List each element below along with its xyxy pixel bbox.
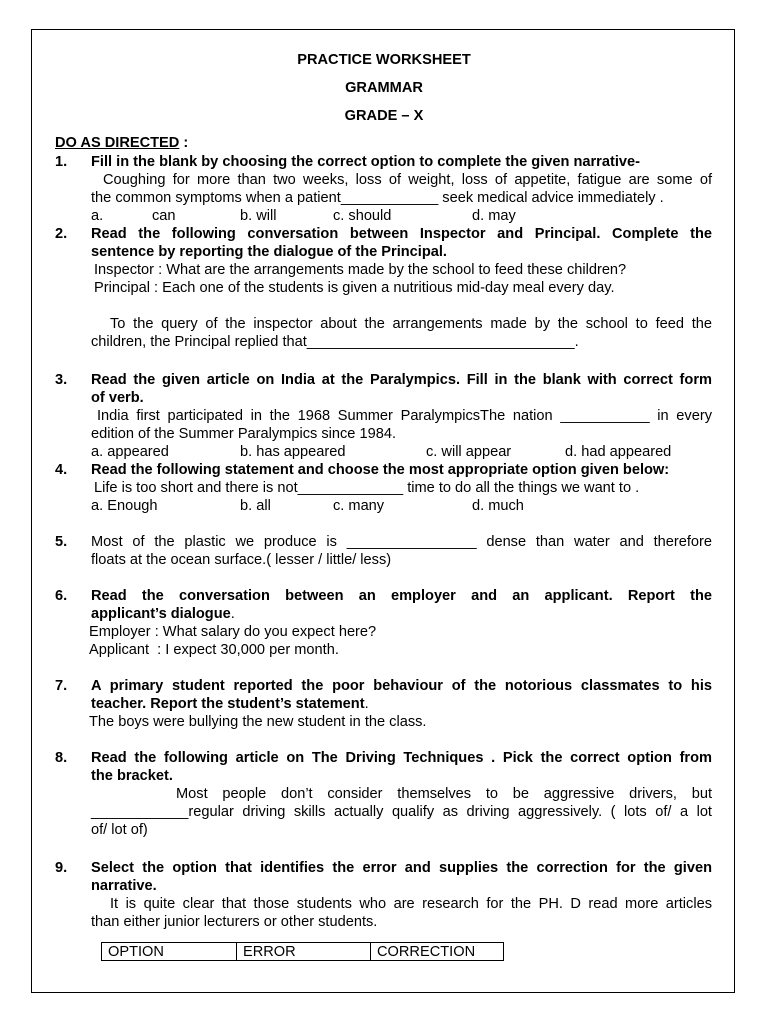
q4-option-c: c. many — [333, 498, 385, 514]
worksheet-title: PRACTICE WORKSHEET — [297, 52, 471, 68]
q3-prompt-line1: Read the given article on India at the Paralympics. Fill in the blank with correct form — [91, 372, 712, 388]
q8-number: 8. — [55, 750, 68, 766]
q1-option-c: c. should — [333, 208, 392, 224]
q7-prompt-line2-period: . — [364, 696, 369, 712]
q9-text-line2: than either junior lecturers or other students. — [91, 914, 378, 930]
q1-number: 1. — [55, 154, 68, 170]
q3-text-line1: India first participated in the 1968 Summer ParalympicsThe nation ___________ in every — [97, 408, 712, 424]
q1-text-line2: the common symptoms when a patient____________ seek medical advice immediately . — [91, 190, 664, 206]
q6-prompt-line2 — [91, 605, 235, 623]
answer-table-header-option: OPTION — [102, 943, 237, 961]
answer-table-header-correction: CORRECTION — [371, 943, 504, 961]
q3-option-a: a. appeared — [91, 444, 169, 460]
answer-table — [101, 942, 504, 961]
q3-option-b: b. has appeared — [240, 444, 346, 460]
q8-text-line3: of/ lot of) — [91, 822, 148, 838]
q6-number: 6. — [55, 588, 68, 604]
q6-applicant-line: Applicant : I expect 30,000 per month. — [89, 642, 339, 658]
q2-inspector-line: Inspector : What are the arrangements made by the school to feed these children? — [94, 262, 627, 278]
q1-prompt: Fill in the blank by choosing the correct option to complete the given narrative- — [91, 154, 640, 170]
q3-option-d: d. had appeared — [565, 444, 672, 460]
q4-option-d: d. much — [472, 498, 524, 514]
q2-text-line1: To the query of the inspector about the arrangements made by the school to feed the — [110, 316, 712, 332]
q9-text-line1: It is quite clear that those students who are research for the PH. D read more articles — [110, 896, 712, 912]
q2-prompt-line2: sentence by reporting the dialogue of the Principal. — [91, 244, 447, 260]
q8-text-line1: Most people don’t consider themselves to be aggressive drivers, but — [176, 786, 712, 802]
q1-option-a-label: a. — [91, 208, 104, 224]
q5-text-line2: floats at the ocean surface.( lesser / little/ less) — [91, 552, 392, 568]
q7-prompt-line1: A primary student reported the poor behaviour of the notorious classmates to his — [91, 678, 712, 694]
answer-table-header-row — [102, 943, 504, 961]
instruction-heading — [55, 134, 188, 152]
grade-title: GRADE – X — [344, 108, 424, 124]
q3-text-line2: edition of the Summer Paralympics since 1984. — [91, 426, 396, 442]
q7-prompt-line2 — [91, 695, 369, 713]
instruction-colon: : — [179, 135, 189, 151]
q1-option-b: b. will — [240, 208, 277, 224]
q4-option-a: a. Enough — [91, 498, 158, 514]
q6-prompt-line2-period: . — [230, 606, 235, 622]
q6-employer-line: Employer : What salary do you expect here? — [89, 624, 377, 640]
instruction-label: DO AS DIRECTED — [55, 135, 180, 151]
q7-text: The boys were bullying the new student in the class. — [89, 714, 427, 730]
answer-table-header-error: ERROR — [237, 943, 371, 961]
q3-number: 3. — [55, 372, 68, 388]
q4-option-b: b. all — [240, 498, 271, 514]
q1-option-a: can — [152, 208, 176, 224]
q2-prompt-line1: Read the following conversation between Inspector and Principal. Complete the — [91, 226, 712, 242]
q9-prompt-line2: narrative. — [91, 878, 157, 894]
q2-text-line2: children, the Principal replied that_________________________________. — [91, 334, 579, 350]
q2-number: 2. — [55, 226, 68, 242]
q3-option-c: c. will appear — [426, 444, 512, 460]
q6-prompt-line2-bold: applicant’s dialogue — [91, 606, 231, 622]
q8-prompt-line2: the bracket. — [91, 768, 173, 784]
q8-prompt-line1: Read the following article on The Driving Techniques . Pick the correct option from — [91, 750, 712, 766]
q1-text-line1: Coughing for more than two weeks, loss of weight, loss of appetite, fatigue are some of — [103, 172, 712, 188]
q7-number: 7. — [55, 678, 68, 694]
q1-option-d: d. may — [472, 208, 516, 224]
q4-prompt: Read the following statement and choose the most appropriate option given below: — [91, 462, 670, 478]
q8-text-line2: ____________regular driving skills actually qualify as driving aggressively. ( lots of/ a lot — [91, 804, 712, 820]
q3-prompt-line2: of verb. — [91, 390, 144, 406]
q4-text: Life is too short and there is not_____________ time to do all the things we want to . — [94, 480, 640, 496]
q9-prompt-line1: Select the option that identifies the error and supplies the correction for the given — [91, 860, 712, 876]
q6-prompt-line1: Read the conversation between an employer and an applicant. Report the — [91, 588, 712, 604]
subject-title: GRAMMAR — [345, 80, 423, 96]
q9-number: 9. — [55, 860, 68, 876]
q4-number: 4. — [55, 462, 68, 478]
q2-principal-line: Principal : Each one of the students is given a nutritious mid-day meal every day. — [94, 280, 615, 296]
q5-text-line1: Most of the plastic we produce is ________________ dense than water and therefore — [91, 534, 712, 550]
q5-number: 5. — [55, 534, 68, 550]
q7-prompt-line2-bold: teacher. Report the student’s statement — [91, 696, 365, 712]
